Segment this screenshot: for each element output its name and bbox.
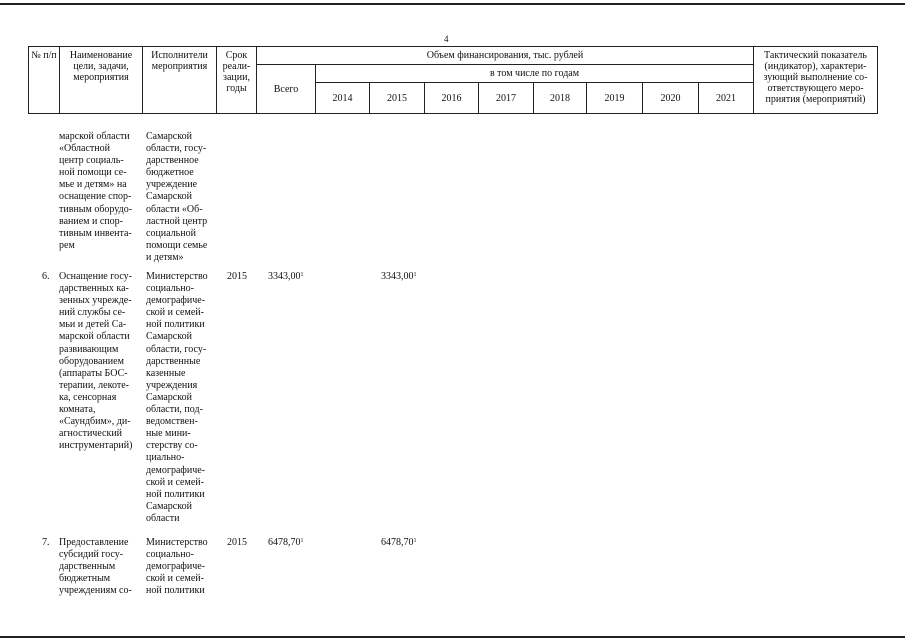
continuation-name: марской области «Областной центр социаль- ной помощи се- мье и детям» на оснащение спор- тивным оборудо- ванием и спор- тивным инвента- рем <box>59 131 133 251</box>
header-year: 2018 <box>534 83 587 114</box>
header-year: 2015 <box>370 83 425 114</box>
header-year: 2021 <box>699 83 754 114</box>
header-year: 2014 <box>316 83 370 114</box>
header-executors: Исполнители мероприятия <box>143 47 217 114</box>
row-name: Предоставление субсидий госу- дарственным бюджетным учреждениям со- <box>59 537 132 597</box>
header-indicator: Тактический показатель (индикатор), характери-зующий выполнение со-ответствующего меро-приятия (мероприятий) <box>754 47 878 114</box>
header-total: Всего <box>257 65 316 114</box>
page-number: 4 <box>444 34 449 44</box>
top-border-rule <box>0 3 905 5</box>
row-year-2015: 6478,70$^1$ <box>381 537 417 548</box>
table-header <box>28 46 878 114</box>
header-year: 2016 <box>425 83 479 114</box>
header-year: 2019 <box>587 83 643 114</box>
row-name: Оснащение госу- дарственных ка- зенных учрежде- ний службы се- мьи и детей Са- марской области развивающим оборудованием (аппараты БОС- терапии, лекоте- ка, сенсорная комната, «Саундбим», ди- агностический инструментарий) <box>59 271 133 452</box>
row-total: 6478,70$^1$ <box>268 537 304 548</box>
header-name: Наименование цели, задачи, мероприятия <box>60 47 143 114</box>
row-executors: Министерство социально- демографиче- ской и семей- ной политики Самарской области, госу- дарственные казенные учреждения Самарской области, под- ведомствен- ные мини- стерству со- циально- демографиче- ской и семей- ной политики Самарской области <box>146 271 208 524</box>
header-num: № п/п <box>29 47 60 114</box>
header-year: 2017 <box>479 83 534 114</box>
row-term: 2015 <box>227 537 247 548</box>
row-total: 3343,00$^1$ <box>268 271 304 282</box>
header-year: 2020 <box>643 83 699 114</box>
row-year-2015: 3343,00$^1$ <box>381 271 417 282</box>
header-by-years: в том числе по годам <box>316 65 754 83</box>
continuation-executors: Самарской области, госу- дарственное бюджетное учреждение Самарской области «Об- ластной центр социальной помощи семье и детям» <box>146 131 208 263</box>
row-number: 6. <box>42 271 50 282</box>
header-funding: Объем финансирования, тыс. рублей <box>257 47 754 65</box>
header-term: Срок реали-зации, годы <box>217 47 257 114</box>
row-term: 2015 <box>227 271 247 282</box>
bottom-border-rule <box>0 636 905 638</box>
row-executors: Министерство социально- демографиче- ской и семей- ной политики <box>146 537 208 597</box>
row-number: 7. <box>42 537 50 548</box>
